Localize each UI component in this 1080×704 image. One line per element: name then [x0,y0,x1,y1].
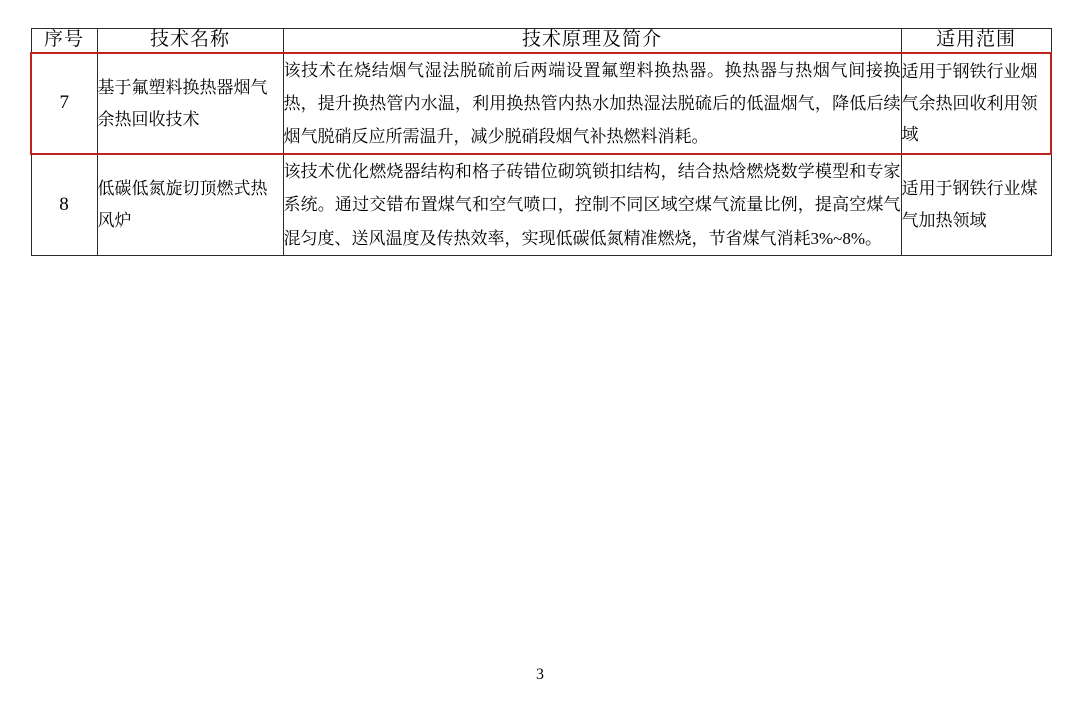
row-description: 该技术在烧结烟气湿法脱硫前后两端设置氟塑料换热器。换热器与热烟气间接换热，提升换热管内水温，利用换热管内热水加热湿法脱硫后的低温烟气，降低后续烟气脱硝反应所需温升，减少脱硝段烟气补热燃料消耗。 [283,53,901,154]
page-number: 3 [536,666,544,683]
row-sequence-number: 8 [31,154,97,255]
row-description: 该技术优化燃烧器结构和格子砖错位砌筑锁扣结构，结合热焓燃烧数学模型和专家系统。通过交错布置煤气和空气喷口，控制不同区域空煤气流量比例，提高空煤气混匀度、送风温度及传热效率，实现低碳低氮精准燃烧，节省煤气消耗3%~8%。 [283,154,901,255]
table-header [31,29,1051,53]
column-header-technology-name: 技术名称 [97,29,283,53]
row-sequence-number: 7 [31,53,97,154]
technology-catalog-table [30,28,1052,256]
row-technology-name: 低碳低氮旋切顶燃式热风炉 [97,154,283,255]
table-row [31,154,1051,255]
column-header-scope: 适用范围 [901,29,1051,53]
column-header-description: 技术原理及简介 [283,29,901,53]
table-header-row [31,29,1051,53]
row-technology-name: 基于氟塑料换热器烟气余热回收技术 [97,53,283,154]
table-body [31,53,1051,255]
row-scope: 适用于钢铁行业煤气加热领域 [901,154,1051,255]
row-scope: 适用于钢铁行业烟气余热回收利用领域 [901,53,1051,154]
column-header-sequence: 序号 [31,29,97,53]
table-row [31,53,1051,154]
